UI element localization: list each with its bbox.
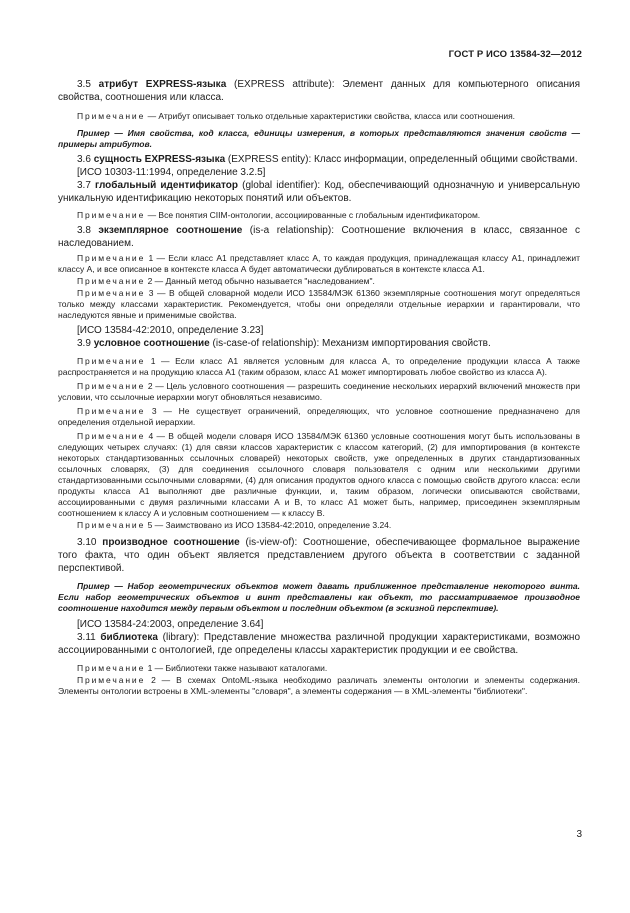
term-definition: (is-a relationship): Соотношение включения в класс, связанное с наследованием. (58, 224, 580, 249)
note-text: 3 — В общей словарной модели ИСО 13584/МЭК 61360 экземплярные соотношения могут определяться только между классами характеристик. Рекомендуется, чтобы они определяли отдельные иерархии и гарантировали, что наследуются явные и применимые свойства. (58, 288, 580, 321)
note-text: 3 — Не существует ограничений, определяющих, что условное соотношение предназначено для определения отдельной иерархии. (58, 405, 580, 427)
note-label: Примечание (77, 405, 146, 416)
example-3-5: Пример — Имя свойства, код класса, единицы измерения, в которых представляются значения свойств — примеры атрибутов. (58, 127, 580, 149)
note-3-9-5 (58, 520, 580, 531)
term-3-9 (58, 338, 580, 351)
note-3-8-1 (58, 253, 580, 275)
term-definition: (library): Представление множества различной продукции характеристиками, возможно ассоциированными с онтологией, где определены классы характеристик продукции и ее свойства. (58, 632, 581, 656)
term-definition: (is-case-of relationship): Механизм импортирования свойств. (209, 338, 491, 350)
term-definition: (EXPRESS attribute): Элемент данных для компьютерного описания свойства, соотношения или класса. (58, 79, 581, 103)
note-label: Примечание (77, 662, 146, 673)
note-3-9-4 (58, 431, 580, 519)
term-number: 3.7 (77, 180, 96, 192)
term-number: 3.9 (77, 338, 94, 350)
note-label: Примечание (77, 288, 146, 299)
note-3-8-2 (58, 276, 580, 287)
note-3-9-3 (58, 406, 580, 428)
standard-header: ГОСТ Р ИСО 13584-32—2012 (448, 49, 582, 60)
note-3-8-3 (58, 288, 580, 321)
term-title: условное соотношение (93, 338, 210, 350)
term-title: глобальный идентификатор (95, 180, 238, 192)
note-label: Примечание (77, 209, 146, 220)
note-text: — Все понятия CIIM-онтологии, ассоциированные с глобальным идентификатором. (145, 209, 481, 220)
example-3-10: Пример — Набор геометрических объектов может давать приближенное представление некоторого винта. Если набор геометрических объектов и винт представлены как объект, то рассматриваемое производное соотношение находится между первым объектом и последним объектом (в эскизной перспективе). (58, 581, 580, 614)
term-title: библиотека (100, 632, 158, 644)
term-title: производное соотношение (102, 536, 240, 548)
note-label: Примечание (77, 253, 146, 264)
term-title: сущность EXPRESS-языка (93, 153, 226, 165)
term-number: 3.6 (77, 153, 94, 165)
term-definition: (global identifier): Код, обеспечивающий однозначную и универсальную уникальную идентификацию некоторых понятий или объектов. (58, 180, 580, 204)
note-3-11-1 (58, 663, 580, 674)
note-3-11-2 (58, 675, 580, 697)
term-3-6 (58, 154, 580, 167)
term-number: 3.8 (77, 224, 99, 236)
term-number: 3.5 (77, 79, 99, 90)
term-3-10 (58, 537, 580, 575)
note-text: — Атрибут описывает только отдельные характеристики свойства, класса или соотношения. (145, 110, 516, 121)
note-label: Примечание (77, 380, 146, 391)
term-3-5 (58, 79, 580, 105)
reference-3-10: [ИСО 13584-24:2003, определение 3.64] (77, 619, 264, 631)
term-3-7 (58, 180, 580, 206)
note-3-5 (58, 111, 580, 122)
note-label: Примечание (77, 430, 146, 441)
note-text: 1 — Если класс А1 является условным для класса А, то определение продукции класса А также распространяется и на продукцию класса А1 (таким образом, класс А1 может импортировать любое свойство из класса А). (58, 355, 580, 377)
note-text: 1 — Если класс А1 представляет класс А, то каждая продукция, принадлежащая классу А1, принадлежит классу А, и все описанное в контексте класса А будет автоматически дублироваться в контексте класса А1. (58, 253, 580, 275)
note-label: Примечание (77, 355, 146, 366)
page-number: 3 (576, 829, 582, 840)
note-3-9-2 (58, 381, 580, 403)
note-text: 4 — В общей модели словаря ИСО 13584/МЭК 61360 условные соотношения могут быть использованы в следующих четырех случаях: (1) для связи классов характеристик с классом категорий, (2) для импортирования (в контексте некоторых стандартизованных ссылочных словарей) некоторых свойств, уже определенных в других стандартизованных ссылочных словарях, (3) для соединения ссылочного словаря пользователя с одним или несколькими другими стандартизованными ссылочными словарями, (4) для описания продуктов одного класса с помощью свойств другого класса: если продукты класса А1 выполняют две различные функции, и, таким образом, логически описываются свойствами, ассоциированными с двумя различными классами А и В, то класс А1 может быть, например, присоединен экземплярным соотношением к классу А и условным соотношением — к классу В. (58, 430, 580, 518)
term-number: 3.11 (77, 632, 101, 644)
term-definition: (EXPRESS entity): Класс информации, определенный общими свойствами. (225, 153, 578, 165)
note-3-7 (58, 210, 580, 221)
note-text: 2 — Цель условного соотношения — разрешить соединение нескольких иерархий включений множеств при условии, что ссылочные иерархии могут обновляться независимо. (58, 380, 580, 402)
note-label: Примечание (77, 519, 146, 530)
note-label: Примечание (77, 110, 146, 121)
term-title: экземплярное соотношение (98, 224, 243, 236)
note-text: 5 — Заимствовано из ИСО 13584-42:2010, определение 3.24. (145, 519, 392, 530)
term-title: атрибут EXPRESS-языка (98, 79, 227, 90)
reference-3-8: [ИСО 13584-42:2010, определение 3.23] (77, 325, 264, 337)
term-3-8 (58, 225, 580, 251)
note-text: 2 — В схемах OntoML-языка необходимо различать элементы онтологии и элементы содержания. Элементы онтологии встроены в XML-элементы "словаря", а элементы содержания — в XML-элементы "библиотеки". (58, 674, 580, 696)
note-label: Примечание (77, 674, 146, 685)
page-body (58, 79, 580, 697)
note-text: 1 — Библиотеки также называют каталогами. (145, 662, 328, 673)
term-number: 3.10 (77, 536, 103, 548)
note-text: 2 — Данный метод обычно называется "наследованием". (145, 276, 375, 287)
note-label: Примечание (77, 276, 146, 287)
term-3-11 (58, 632, 580, 658)
reference-3-6: [ИСО 10303-11:1994, определение 3.2.5] (77, 167, 266, 179)
term-definition: (is-view-of): Соотношение, обеспечивающее формальное выражение того факта, что один объект является представлением другого объекта в соответствии с заданной перспективой. (58, 536, 580, 574)
note-3-9-1 (58, 356, 580, 378)
